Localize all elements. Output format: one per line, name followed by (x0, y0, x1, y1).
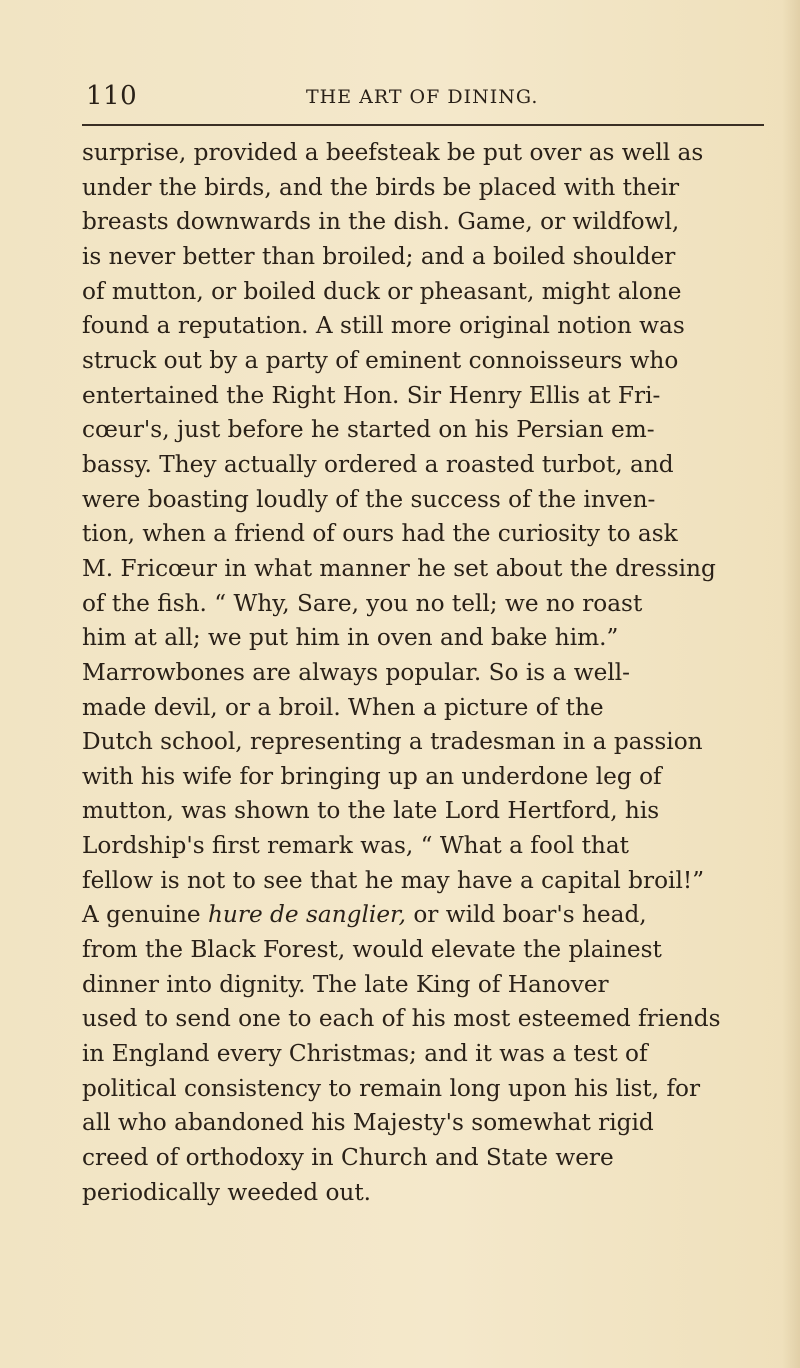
text-line: entertained the Right Hon. Sir Henry Ellis at Fri- (82, 381, 661, 409)
text-line: fellow is not to see that he may have a capital broil!” (82, 866, 705, 894)
text-line: tion, when a friend of ours had the curiosity to ask (82, 520, 678, 548)
page-number: 110 (86, 81, 138, 111)
text-line: is never better than broiled; and a boiled shoulder (82, 242, 676, 270)
text-line: creed of orthodoxy in Church and State were (82, 1144, 614, 1172)
running-title: THE ART OF DINING. (306, 86, 539, 108)
text-line: M. Fricœur in what manner he set about the dressing (82, 554, 716, 582)
text-line: struck out by a party of eminent connoisseurs who (82, 346, 679, 374)
text-line: mutton, was shown to the late Lord Hertford, his (82, 797, 660, 825)
text-line: A genuine hure de sanglier, or wild boar's head, (82, 901, 647, 929)
text-line: Lordship's first remark was, “ What a fool that (82, 832, 629, 860)
text-line: found a reputation. A still more original notion was (82, 312, 685, 340)
text-line: political consistency to remain long upon his list, for (82, 1074, 701, 1102)
running-head (86, 78, 776, 114)
text-line: from the Black Forest, would elevate the plainest (82, 936, 662, 964)
text-line: with his wife for bringing up an underdone leg of (82, 762, 662, 790)
text-line: in England every Christmas; and it was a test of (82, 1040, 648, 1068)
text-line: cœur's, just before he started on his Persian em- (82, 416, 655, 444)
text-line: Dutch school, representing a tradesman in a passion (82, 728, 703, 756)
text-line: dinner into dignity. The late King of Hanover (82, 970, 609, 998)
text-line: breasts downwards in the dish. Game, or wildfowl, (82, 208, 680, 236)
italic-phrase: hure de sanglier, (208, 901, 406, 929)
text-line: bassy. They actually ordered a roasted turbot, and (82, 450, 674, 478)
text-line: all who abandoned his Majesty's somewhat rigid (82, 1109, 654, 1137)
body-text (82, 136, 772, 1210)
text-line: surprise, provided a beefsteak be put over as well as (82, 139, 704, 166)
text-line: used to send one to each of his most esteemed friends (82, 1005, 721, 1033)
text-line: periodically weeded out. (82, 1178, 372, 1206)
text-line: of the fish. “ Why, Sare, you no tell; we no roast (82, 589, 643, 617)
header-rule (82, 124, 764, 126)
text-line: were boasting loudly of the success of the inven- (82, 485, 656, 513)
text-line: under the birds, and the birds be placed with their (82, 173, 680, 201)
text-line: made devil, or a broil. When a picture of the (82, 693, 604, 721)
text-line: of mutton, or boiled duck or pheasant, might alone (82, 277, 682, 305)
text-line: him at all; we put him in oven and bake him.” (82, 624, 619, 652)
text-line: Marrowbones are always popular. So is a well- (82, 658, 630, 686)
page-edge-shadow (782, 0, 800, 1368)
